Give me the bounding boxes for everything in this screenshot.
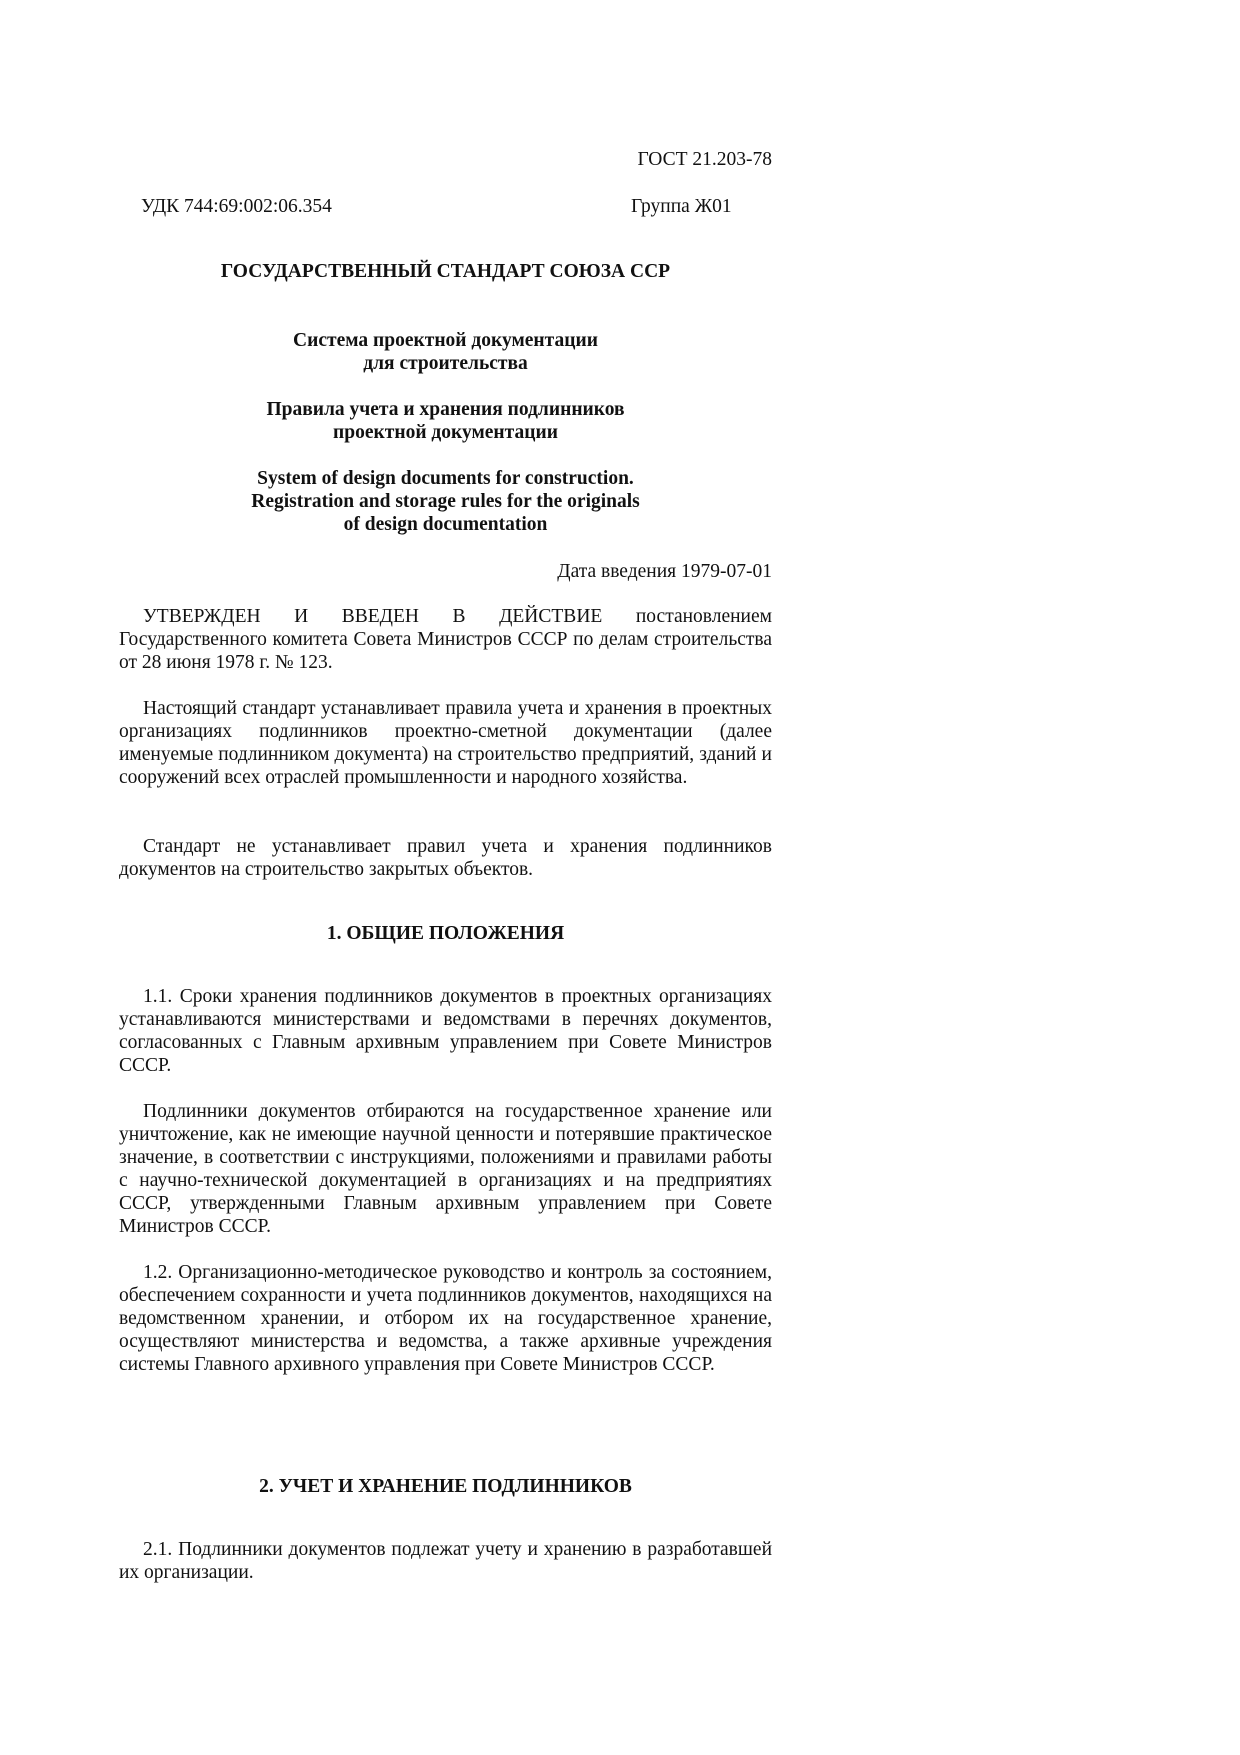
standard-title: ГОСУДАРСТВЕННЫЙ СТАНДАРТ СОЮЗА ССР [220, 261, 671, 282]
document-page [119, 0, 772, 1755]
udk-code: УДК 744:69:002:06.354 [141, 196, 332, 217]
approval-paragraph: УТВЕРЖДЕН И ВВЕДЕН В ДЕЙСТВИЕ постановлением Государственного комитета Совета Министров СССР по делам строительства от 28 июня 1978 г. № 123. [119, 606, 772, 673]
gost-number: ГОСТ 21.203-78 [637, 149, 772, 170]
rules-title-line-1: Правила учета и хранения подлинников [266, 399, 625, 420]
english-title-line-2: Registration and storage rules for the originals [251, 491, 640, 512]
exclusion-paragraph: Стандарт не устанавливает правил учета и хранения подлинников документов на строительство закрытых объектов. [119, 836, 772, 880]
english-title-line-3: of design documentation [343, 514, 548, 535]
rules-title [119, 398, 772, 444]
clause-1-2: 1.2. Организационно-методическое руководство и контроль за состоянием, обеспечением сохранности и учета подлинников документов, находящихся на ведомственном хранении, и отбором их на государственное хранение, осуществляют министерства и ведомства, а также архивные учреждения системы Главного архивного управления при Совете Министров СССР. [119, 1262, 772, 1375]
section-1-heading: 1. ОБЩИЕ ПОЛОЖЕНИЯ [326, 923, 565, 944]
scope-paragraph: Настоящий стандарт устанавливает правила учета и хранения в проектных организациях подлинников проектно-сметной документации (далее именуемые подлинником документа) на строительство предприятий, зданий и сооружений всех отраслей промышленности и народного хозяйства. [119, 698, 772, 788]
rules-title-line-2: проектной документации [333, 422, 558, 443]
english-title-line-1: System of design documents for construction. [257, 468, 634, 489]
system-title-line-2: для строительства [363, 353, 528, 374]
english-title [119, 467, 772, 536]
clause-1-1-continued: Подлинники документов отбираются на государственное хранение или уничтожение, как не имеющие научной ценности и потерявшие практическое значение, в соответствии с инструкциями, положениями и правилами работы с научно-технической документацией в организациях и на предприятиях СССР, утвержденными Главным архивным управлением при Совете Министров СССР. [119, 1101, 772, 1237]
system-title [119, 329, 772, 375]
group-code: Группа Ж01 [631, 196, 732, 217]
clause-1-1: 1.1. Сроки хранения подлинников документов в проектных организациях устанавливаются министерствами и ведомствами в перечнях документов, согласованных с Главным архивным управлением при Совете Министров СССР. [119, 986, 772, 1076]
clause-2-1: 2.1. Подлинники документов подлежат учету и хранению в разработавшей их организации. [119, 1539, 772, 1583]
system-title-line-1: Система проектной документации [293, 330, 598, 351]
section-2-heading: 2. УЧЕТ И ХРАНЕНИЕ ПОДЛИННИКОВ [259, 1476, 632, 1497]
introduction-date: Дата введения 1979-07-01 [557, 561, 772, 582]
